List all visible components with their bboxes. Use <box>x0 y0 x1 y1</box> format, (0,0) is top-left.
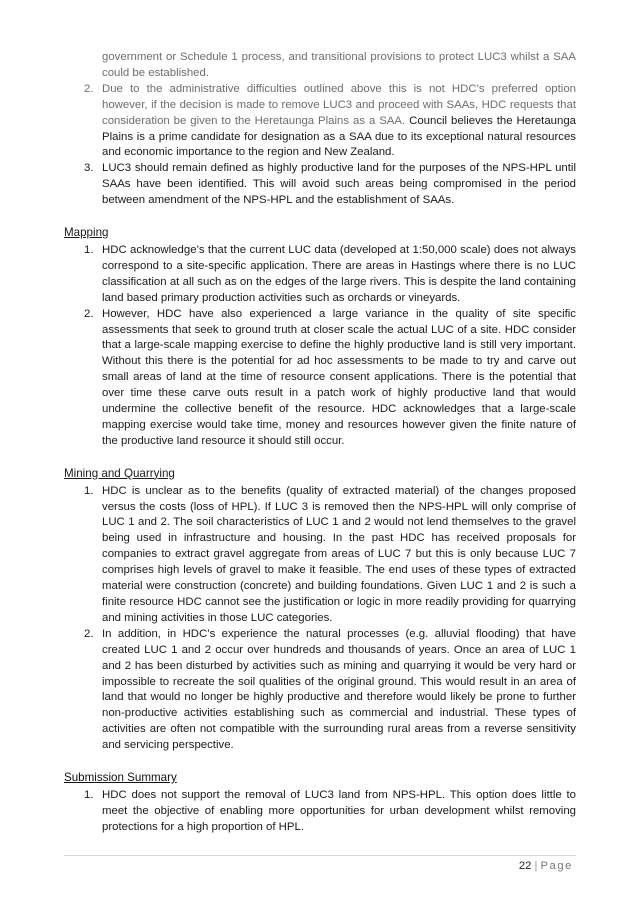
section-heading-summary: Submission Summary <box>64 771 177 785</box>
list-item <box>64 484 576 627</box>
list-item <box>64 161 576 209</box>
list-text: HDC is unclear as to the benefits (quality of extracted material) of the changes proposed versus the costs (loss of HPL). If LUC 3 is removed then the NPS-HPL will only comprise of LUC 1 and 2. The soil characteristics of LUC 1 and 2 would not lend themselves to the gravel being used in infrastructure and housing. In the past HDC has received proposals for companies to extract gravel aggregate from areas of LUC 7 but this is only because LUC 7 comprises high levels of gravel to make it feasible. The end uses of these types of extracted material were construction (concrete) and building foundations. Given LUC 1 and 2 is such a finite resource HDC cannot see the justification or logic in more readily providing for quarrying and mining activities in those LUC categories. <box>102 484 576 624</box>
summary-list <box>64 788 576 836</box>
section-heading-mapping: Mapping <box>64 226 109 240</box>
list-text: In addition, in HDC’s experience the natural processes (e.g. alluvial flooding) that have created LUC 1 and 2 occur over hundreds and thousands of years. Once an area of LUC 1 and 2 has been disturbed by activities such as mining and quarrying it would be very hard or impossible to recreate the soil qualities of the original ground. This would result in an area of land that would no longer be highly productive and therefore would likely be prone to further non-productive activities establishing such as commercial and industrial. These types of activities are often not compatible with the surrounding rural areas from a reverse sensitivity and servicing perspective. <box>102 627 576 752</box>
list-item <box>64 788 576 836</box>
list-text-grey: Due to the administrative difficulties outlined above this is not HDC’s preferred option however, if the decision is made to remove LUC3 and proceed with SAAs, HDC requests that consideration be given to the Heretaunga Plains as a SAA. <box>102 82 576 127</box>
list-number: 1. <box>84 243 94 256</box>
list-number: 2. <box>84 82 94 95</box>
page-number: 22 <box>518 860 532 872</box>
list-item <box>64 243 576 307</box>
list-number: 2. <box>84 307 94 320</box>
page-footer <box>519 860 573 872</box>
list-number: 1. <box>84 484 94 497</box>
list-number: 3. <box>84 162 94 175</box>
intro-continuation: government or Schedule 1 process, and transitional provisions to protect LUC3 whilst a SAA could be established. <box>102 51 576 79</box>
list-text: However, HDC have also experienced a large variance in the quality of site specific assessments that seek to ground truth at closer scale the actual LUC of a site. HDC consider that a large-scale mapping exercise to define the highly productive land is still very important. Without this there is the potential for ad hoc assessments to be made to try and carve out small areas of land at the time of resource consent applications. There is the potential that over time these carve outs result in a patch work of highly productive land that would undermine the collective benefit of the resource. HDC acknowledges that a large-scale mapping exercise would take time, money and resources however given the finite nature of the productive land resource it should still occur. <box>102 307 576 447</box>
list-text: HDC acknowledge’s that the current LUC data (developed at 1:50,000 scale) does not always correspond to a site-specific application. There are areas in Hastings where there is no LUC classification at all such as on the edges of the large rivers. This is despite the land containing land based primary production activities such as orchards or vineyards. <box>102 243 576 304</box>
page-label: Page <box>540 860 573 872</box>
list-text: LUC3 should remain defined as highly productive land for the purposes of the NPS-HPL until SAAs have been identified. This will avoid such areas being compromised in the period between amendment of the NPS-HPL and the establishment of SAAs. <box>102 162 576 207</box>
list-text-dark: Council believes the Heretaunga Plains is a prime candidate for designation as a SAA due to its exceptional natural resources and economic importance to the region and New Zealand. <box>102 114 577 159</box>
list-item <box>64 82 576 162</box>
page-content <box>64 50 576 836</box>
list-item <box>64 627 576 754</box>
list-text: HDC does not support the removal of LUC3 land from NPS-HPL. This option does little to meet the objective of enabling more opportunities for urban development whilst removing protections for a high proportion of HPL. <box>102 788 576 833</box>
mapping-list <box>64 243 576 450</box>
list-number: 1. <box>84 788 94 801</box>
saa-list <box>64 82 576 209</box>
footer-separator: | <box>534 860 538 872</box>
footer-divider <box>64 855 576 856</box>
section-heading-mining: Mining and Quarrying <box>64 466 175 480</box>
list-number: 2. <box>84 627 94 640</box>
mining-list <box>64 484 576 754</box>
list-item <box>64 307 576 450</box>
